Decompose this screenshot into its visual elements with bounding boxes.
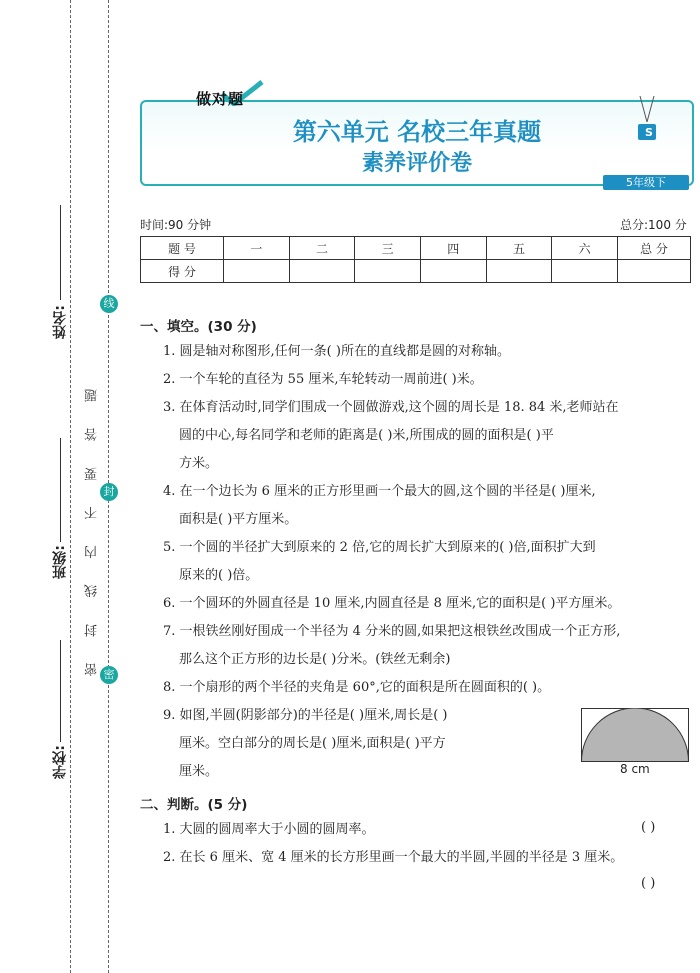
grade-tag: 5年级下 xyxy=(603,175,689,190)
question-1-3-line2: 圆的中心,每名同学和老师的距离是( )米,所围成的圆的面积是( )平 xyxy=(179,428,554,443)
section2-heading: 二、判断。(5 分) xyxy=(140,797,248,813)
question-1-6: 6. 一个圆环的外圆直径是 10 厘米,内圆直径是 8 厘米,它的面积是( )平方厘米。 xyxy=(163,596,621,611)
mascot-pendant-icon xyxy=(632,96,662,148)
section1-heading: 一、填空。(30 分) xyxy=(140,319,257,335)
table-cell: 总 分 xyxy=(618,237,691,260)
score-input-cell[interactable] xyxy=(486,260,552,283)
unit-title: 第六单元 名校三年真题 xyxy=(292,118,542,146)
semicircle-figure xyxy=(581,708,689,762)
table-cell: 题 号 xyxy=(141,237,224,260)
question-1-9-line2: 厘米。空白部分的周长是( )厘米,面积是( )平方 xyxy=(179,736,446,751)
score-input-cell[interactable] xyxy=(552,260,618,283)
school-blank-line xyxy=(60,640,61,742)
question-1-9-line3: 厘米。 xyxy=(179,764,219,779)
binding-dashed-line-outer xyxy=(70,0,71,973)
figure-caption: 8 cm xyxy=(620,762,650,776)
answer-paren-2-2[interactable]: ( ) xyxy=(641,876,656,891)
question-1-2: 2. 一个车轮的直径为 55 厘米,车轮转动一周前进( )米。 xyxy=(163,372,483,387)
seal-warning-text: 密 封 线 内 不 要 答 题 xyxy=(85,378,100,676)
question-1-4-line2: 面积是( )平方厘米。 xyxy=(179,512,298,527)
seal-mark-secret: 密 xyxy=(100,666,118,684)
table-cell: 三 xyxy=(355,237,421,260)
score-input-cell[interactable] xyxy=(618,260,691,283)
title-banner xyxy=(140,100,694,186)
question-1-5-line1: 5. 一个圆的半径扩大到原来的 2 倍,它的周长扩大到原来的( )倍,面积扩大到 xyxy=(163,540,596,555)
score-input-cell[interactable] xyxy=(289,260,355,283)
question-1-7-line1: 7. 一根铁丝刚好围成一个半径为 4 分米的圆,如果把这根铁丝改围成一个正方形, xyxy=(163,624,621,639)
question-1-9-line1: 9. 如图,半圆(阴影部分)的半径是( )厘米,周长是( ) xyxy=(163,708,448,723)
table-cell: 四 xyxy=(420,237,486,260)
name-blank-line xyxy=(60,205,61,300)
table-cell: 得 分 xyxy=(141,260,224,283)
answer-paren-2-1[interactable]: ( ) xyxy=(641,820,656,835)
name-label: 姓名: xyxy=(52,305,68,339)
brand-logo: 做对题 xyxy=(196,90,245,108)
table-cell: 六 xyxy=(552,237,618,260)
class-blank-line xyxy=(60,438,61,542)
score-input-cell[interactable] xyxy=(355,260,421,283)
class-label: 班级: xyxy=(52,545,68,579)
question-1-8: 8. 一个扇形的两个半径的夹角是 60°,它的面积是所在圆面积的( )。 xyxy=(163,680,551,695)
seal-mark-line: 线 xyxy=(100,295,118,313)
question-1-5-line2: 原来的( )倍。 xyxy=(179,568,259,583)
seal-mark-seal: 封 xyxy=(100,483,118,501)
question-1-7-line2: 那么这个正方形的边长是( )分米。(铁丝无剩余) xyxy=(179,652,451,667)
question-2-2: 2. 在长 6 厘米、宽 4 厘米的长方形里画一个最大的半圆,半圆的半径是 3 厘米。 xyxy=(163,850,624,865)
exam-total-score: 总分:100 分 xyxy=(620,218,687,232)
score-table-score-row xyxy=(141,260,691,283)
score-table xyxy=(140,236,691,283)
question-1-3-line1: 3. 在体育活动时,同学们围成一个圆做游戏,这个圆的周长是 18. 84 米,老师站在 xyxy=(163,400,619,415)
mascot-letter: S xyxy=(645,126,653,139)
table-cell: 五 xyxy=(486,237,552,260)
score-input-cell[interactable] xyxy=(420,260,486,283)
question-2-1: 1. 大圆的圆周率大于小圆的圆周率。 xyxy=(163,822,375,837)
question-1-4-line1: 4. 在一个边长为 6 厘米的正方形里画一个最大的圆,这个圆的半径是( )厘米, xyxy=(163,484,596,499)
table-cell: 一 xyxy=(224,237,290,260)
question-1-3-line3: 方米。 xyxy=(179,456,219,471)
school-label: 学校: xyxy=(52,745,68,779)
exam-time: 时间:90 分钟 xyxy=(140,218,212,232)
score-input-cell[interactable] xyxy=(224,260,290,283)
unit-subtitle: 素养评价卷 xyxy=(361,151,472,176)
question-1-1: 1. 圆是轴对称图形,任何一条( )所在的直线都是圆的对称轴。 xyxy=(163,344,510,359)
score-table-header-row xyxy=(141,237,691,260)
table-cell: 二 xyxy=(289,237,355,260)
